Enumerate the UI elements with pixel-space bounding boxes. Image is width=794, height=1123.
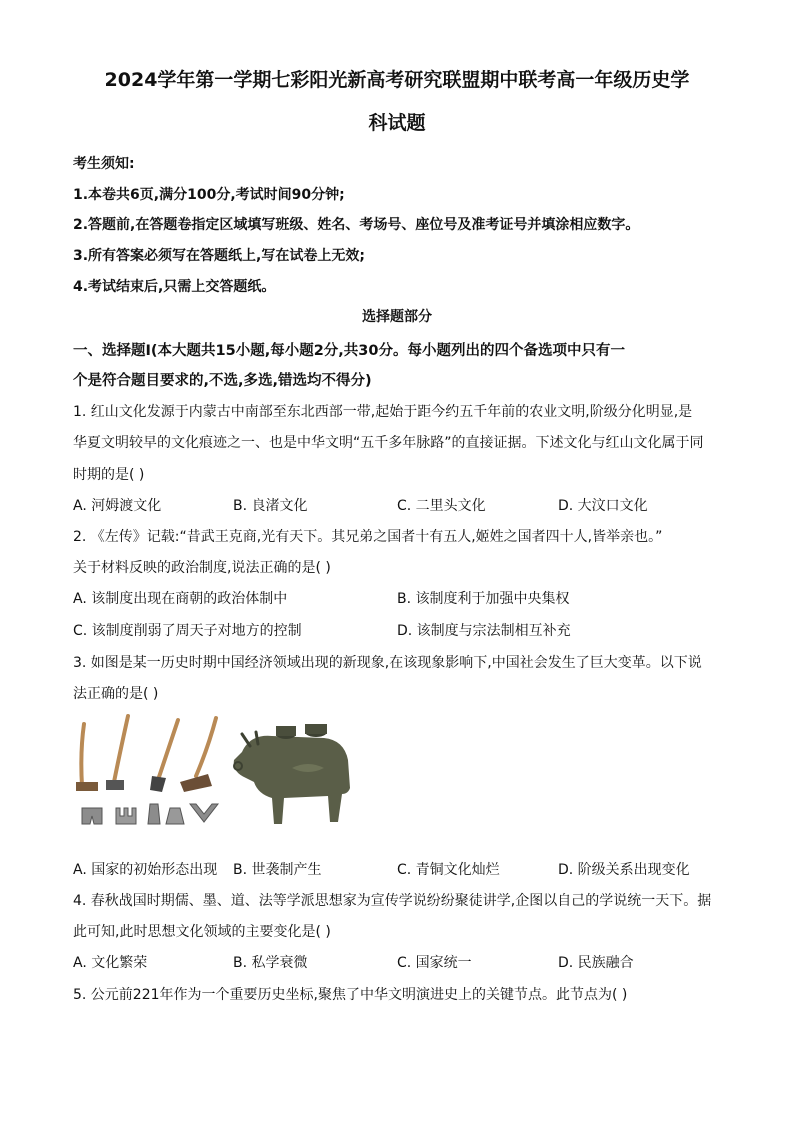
notice-heading: 考生须知: bbox=[73, 156, 135, 172]
question-3-option-c[interactable]: C. 青铜文化灿烂 bbox=[397, 862, 500, 878]
section-title: 选择题部分 bbox=[362, 309, 432, 325]
question-1-option-a[interactable]: A. 河姆渡文化 bbox=[73, 498, 162, 514]
notice-item-1: 1.本卷共6页,满分100分,考试时间90分钟; bbox=[73, 187, 345, 203]
question-2-line1: 2. 《左传》记载:“昔武王克商,光有天下。其兄弟之国者十有五人,姬姓之国者四十人,皆举亲也。” bbox=[73, 529, 663, 545]
question-3-option-a[interactable]: A. 国家的初始形态出现 bbox=[73, 862, 218, 878]
question-5-line1: 5. 公元前221年作为一个重要历史坐标,聚焦了中华文明演进史上的关键节点。此节点为( ) bbox=[73, 987, 628, 1003]
notice-item-2: 2.答题前,在答题卷指定区域填写班级、姓名、考场号、座位号及准考证号并填涂相应数字。 bbox=[73, 217, 640, 233]
question-3-line1: 3. 如图是某一历史时期中国经济领域出现的新现象,在该现象影响下,中国社会发生了巨大变革。以下说 bbox=[73, 655, 702, 671]
exam-title-line1: 2024学年第一学期七彩阳光新高考研究联盟期中联考高一年级历史学 bbox=[104, 69, 690, 91]
question-4-option-c[interactable]: C. 国家统一 bbox=[397, 955, 472, 971]
question-1-line2: 华夏文明较早的文化痕迹之一、也是中华文明“五千多年脉路”的直接证据。下述文化与红山文化属于同 bbox=[73, 435, 704, 451]
notice-item-3: 3.所有答案必须写在答题纸上,写在试卷上无效; bbox=[73, 248, 365, 264]
question-4-line2: 此可知,此时思想文化领域的主要变化是( ) bbox=[73, 924, 331, 940]
question-4-line1: 4. 春秋战国时期儒、墨、道、法等学派思想家为宣传学说纷纷聚徒讲学,企图以自己的学说统一天下。据 bbox=[73, 893, 712, 909]
question-3-line2: 法正确的是( ) bbox=[73, 686, 159, 702]
question-2-option-a[interactable]: A. 该制度出现在商朝的政治体制中 bbox=[73, 591, 288, 607]
question-1-option-d[interactable]: D. 大汶口文化 bbox=[558, 498, 648, 514]
question-3-figure bbox=[72, 712, 362, 842]
question-2-option-b[interactable]: B. 该制度利于加强中央集权 bbox=[397, 591, 570, 607]
question-2-option-c[interactable]: C. 该制度削弱了周天子对地方的控制 bbox=[73, 623, 302, 639]
bronze-ox-vessel-image bbox=[234, 724, 350, 824]
iron-farm-tools-image bbox=[76, 716, 218, 824]
question-2-line2: 关于材料反映的政治制度,说法正确的是( ) bbox=[73, 560, 331, 576]
question-1-line1: 1. 红山文化发源于内蒙古中南部至东北西部一带,起始于距今约五千年前的农业文明,阶级分化明显,是 bbox=[73, 404, 693, 420]
question-1-line3: 时期的是( ) bbox=[73, 467, 145, 483]
question-1-option-c[interactable]: C. 二里头文化 bbox=[397, 498, 486, 514]
question-4-option-b[interactable]: B. 私学衰微 bbox=[233, 955, 308, 971]
question-3-option-d[interactable]: D. 阶级关系出现变化 bbox=[558, 862, 690, 878]
part-heading-line1: 一、选择题Ⅰ(本大题共15小题,每小题2分,共30分。每小题列出的四个备选项中只有一 bbox=[73, 343, 625, 359]
question-2-option-d[interactable]: D. 该制度与宗法制相互补充 bbox=[397, 623, 571, 639]
part-heading-line2: 个是符合题目要求的,不选,多选,错选均不得分) bbox=[73, 373, 372, 389]
question-4-option-d[interactable]: D. 民族融合 bbox=[558, 955, 634, 971]
question-3-option-b[interactable]: B. 世袭制产生 bbox=[233, 862, 322, 878]
notice-item-4: 4.考试结束后,只需上交答题纸。 bbox=[73, 279, 276, 295]
question-4-option-a[interactable]: A. 文化繁荣 bbox=[73, 955, 148, 971]
exam-title-line2: 科试题 bbox=[368, 112, 426, 134]
question-1-option-b[interactable]: B. 良渚文化 bbox=[233, 498, 308, 514]
